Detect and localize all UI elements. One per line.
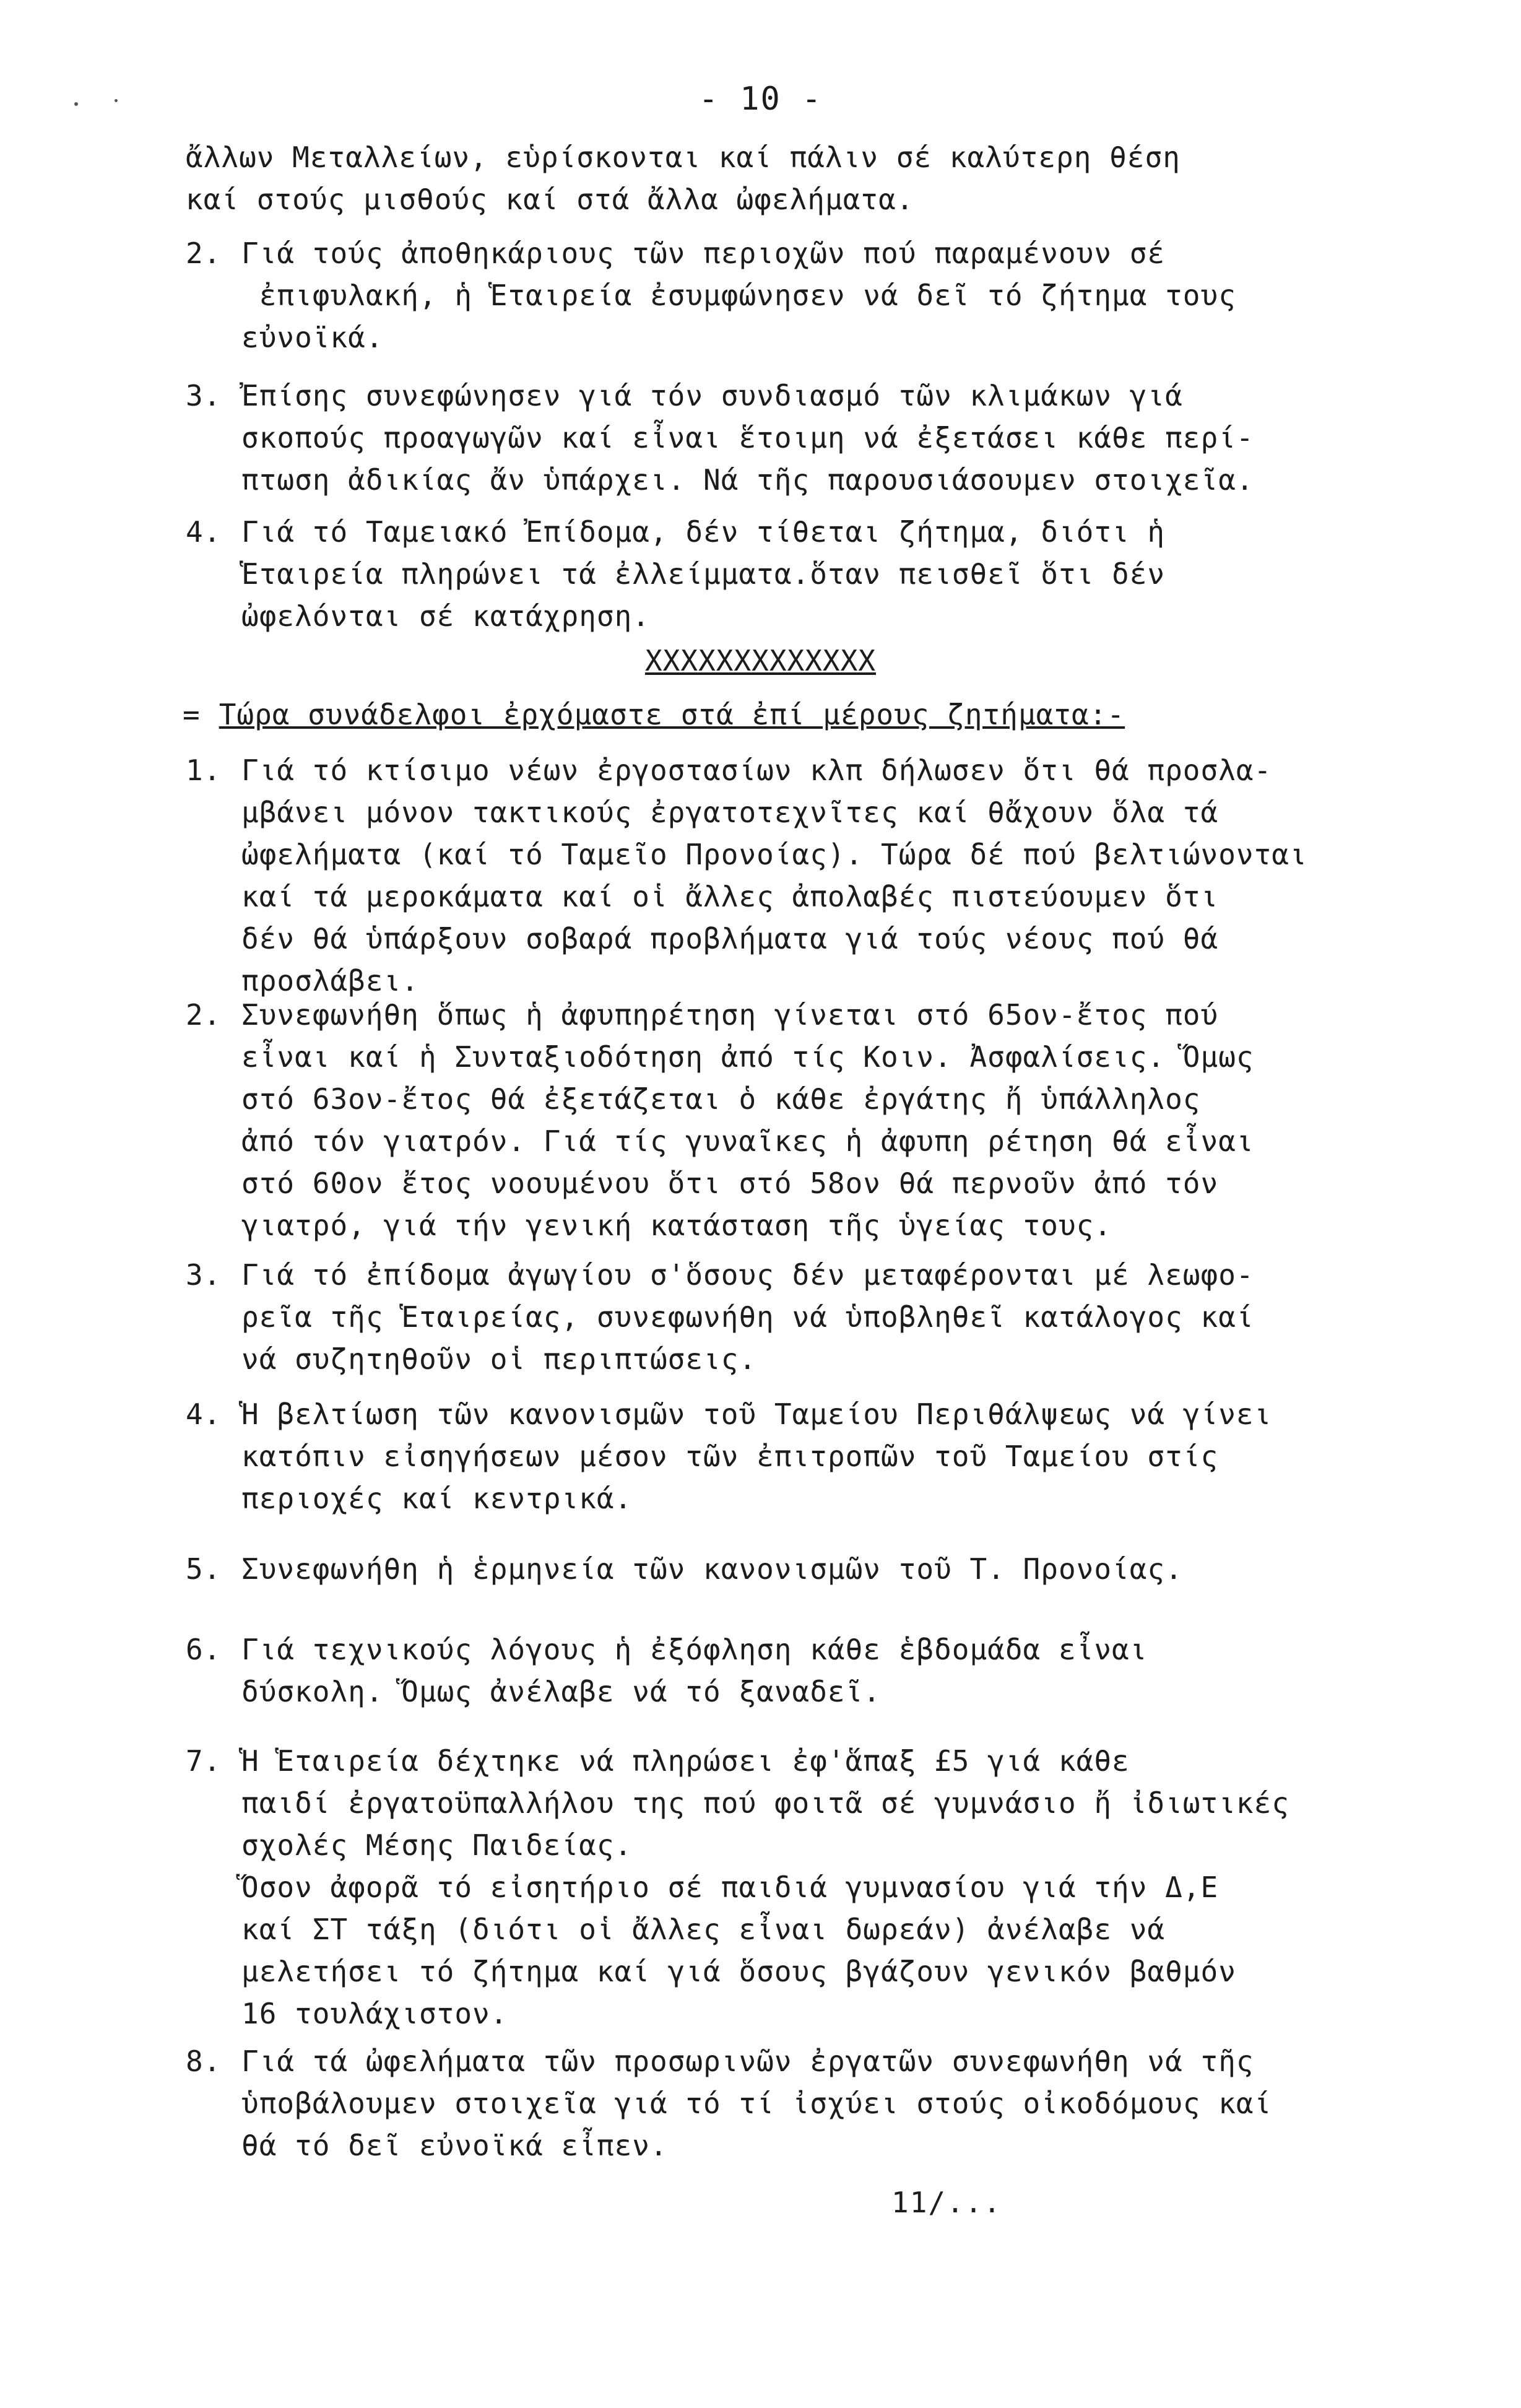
item-text: Γιά τό ἐπίδομα ἀγωγίου σ'ὅσους δέν μεταφέρονται μέ λεωφο- ρεῖα τῆς Ἑταιρείας, συνεφωνήθη νά ὑποβληθεῖ κατάλογος καί νά συζητηθοῦν οἱ περιπτώσεις. xyxy=(241,1258,1254,1376)
item-number: 3. xyxy=(186,379,222,412)
heading-text: Τώρα συνάδελφοι ἐρχόμαστε στά ἐπί μέρους ζητήματα:- xyxy=(219,698,1125,731)
item-text: Γιά τεχνικούς λόγους ἡ ἐξόφληση κάθε ἑβδομάδα εἶναι δύσκολη. Ὅμως ἀνέλαβε νά τό ξαναδεῖ. xyxy=(241,1633,1148,1708)
item-text: Γιά τά ὠφελήματα τῶν προσωρινῶν ἐργατῶν συνεφωνήθη νά τῆς ὑποβάλουμεν στοιχεῖα γιά τό τί ἰσχύει στούς οἰκοδόμους καί θά τό δεῖ εὐνοϊκά εἶπεν. xyxy=(241,2045,1272,2162)
item-number: 1. xyxy=(186,754,222,787)
item-text: Ἡ βελτίωση τῶν κανονισμῶν τοῦ Ταμείου Περιθάλψεως νά γίνει κατόπιν εἰσηγήσεων μέσον τῶν ἐπιτροπῶν τοῦ Ταμείου στίς περιοχές καί κεντρικά. xyxy=(241,1397,1272,1515)
item-text: Συνεφωνήθη ὅπως ἡ ἀφυπηρέτηση γίνεται στό 65ον-ἔτος πού εἶναι καί ἡ Συνταξιοδότηση ἀπό τίς Κοιν. Ἀσφαλίσεις. Ὅμως στό 63ον-ἔτος θά ἐξετάζεται ὁ κάθε ἐργάτης ἤ ὑπάλληλος ἀπό τόν γιατρόν. Γιά τίς γυναῖκες ἡ ἀφυπη ρέτηση θά εἶναι στό 60ον ἔτος νοουμένου ὅτι στό 58ον θά περνοῦν ἀπό τόν γιατρό, γιά τήν γενική κατάσταση τῆς ὑγείας τους. xyxy=(241,998,1254,1242)
item-number: 3. xyxy=(186,1258,222,1292)
item-text: Γιά τούς ἀποθηκάριους τῶν περιοχῶν πού παραμένουν σέ ἐπιφυλακή, ἡ Ἑταιρεία ἐσυμφώνησεν νά δεῖ τό ζήτημα τους εὐνοϊκά. xyxy=(241,237,1236,354)
item-text: Ἐπίσης συνεφώνησεν γιά τόν συνδιασμό τῶν κλιμάκων γιά σκοπούς προαγωγῶν καί εἶναι ἕτοιμη νά ἐξετάσει κάθε περί- πτωση ἀδικίας ἄν ὑπάρχει. Νά τῆς παρουσιάσουμεν στοιχεῖα. xyxy=(241,379,1254,497)
item-number: 6. xyxy=(186,1633,222,1666)
item-text: Γιά τό Ταμειακό Ἐπίδομα, δέν τίθεται ζήτημα, διότι ἡ Ἑταιρεία πληρώνει τά ἐλλείμματα.ὅταν πεισθεῖ ὅτι δέν ὠφελόνται σέ κατάχρηση. xyxy=(241,515,1166,633)
item-number: 8. xyxy=(186,2045,222,2078)
continuation-marker: 11/... xyxy=(891,2186,1002,2219)
item-text: Ἡ Ἑταιρεία δέχτηκε νά πληρώσει ἐφ'ἅπαξ £5 γιά κάθε παιδί ἐργατοϋπαλλήλου της πού φοιτᾶ σέ γυμνάσιο ἤ ἰδιωτικές σχολές Μέσης Παιδείας. Ὅσον ἀφορᾶ τό εἰσητήριο σέ παιδιά γυμνασίου γιά τήν Δ,Ε καί ΣΤ τάξη (διότι οἱ ἄλλες εἶναι δωρεάν) ἀνέλαβε νά μελετήσει τό ζήτημα καί γιά ὅσους βγάζουν γενικόν βαθμόν 16 τουλάχιστον. xyxy=(241,1744,1289,2030)
item-text: Συνεφωνήθη ἡ ἑρμηνεία τῶν κανονισμῶν τοῦ Τ. Προνοίας. xyxy=(241,1552,1183,1586)
section-divider: XXXXXXXXXXXXX xyxy=(644,644,877,677)
page-number: - 10 - xyxy=(698,80,823,118)
item-number: 5. xyxy=(186,1552,222,1586)
item-number: 4. xyxy=(186,515,222,549)
item-number: 2. xyxy=(186,237,222,270)
item-text: Γιά τό κτίσιμο νέων ἐργοστασίων κλπ δήλωσεν ὅτι θά προσλα- μβάνει μόνον τακτικούς ἐργατοτεχνῖτες καί θἄχουν ὅλα τά ὠφελήματα (καί τό Ταμεῖο Προνοίας). Τώρα δέ πού βελτιώνονται καί τά μεροκάματα καί οἱ ἄλλες ἀπολαβές πιστεύουμεν ὅτι δέν θά ὑπάρξουν σοβαρά προβλήματα γιά τούς νέους πού θά προσλάβει. xyxy=(241,754,1307,998)
intro-paragraph: ἄλλων Μεταλλείων, εὑρίσκονται καί πάλιν σέ καλύτερη θέση καί στούς μισθούς καί στά ἄλλα ὠφελήματα. xyxy=(186,141,1181,216)
heading-prefix: = xyxy=(183,698,201,731)
item-number: 4. xyxy=(186,1397,222,1431)
item-number: 2. xyxy=(186,998,222,1032)
section-heading xyxy=(183,693,1359,736)
item-number: 7. xyxy=(186,1744,222,1778)
